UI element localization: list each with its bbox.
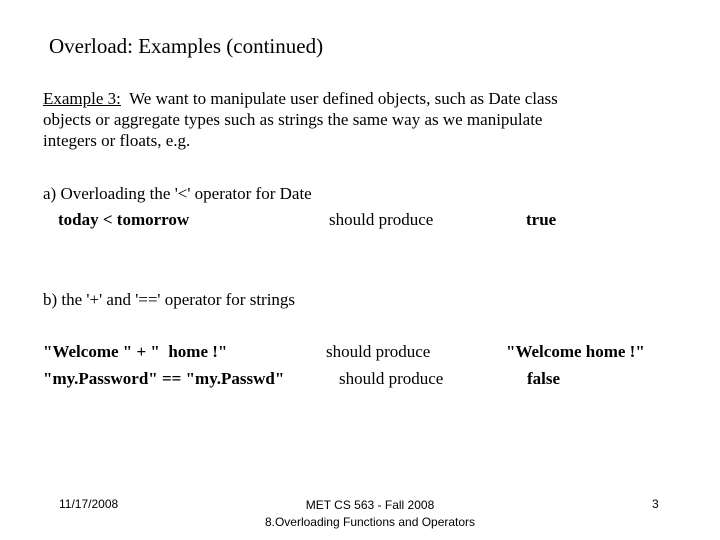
intro-paragraph [43,88,558,151]
section-b-row1-result: "Welcome home !" [506,342,645,361]
section-b-row1-expression: "Welcome " + " home !" [43,342,228,361]
example-label: Example 3: [43,89,121,108]
footer-date: 11/17/2008 [59,497,119,511]
footer-center [230,497,510,531]
section-b-row2-expression: "my.Password" == "my.Passwd" [43,369,285,388]
footer-course: MET CS 563 - Fall 2008 [305,498,435,512]
section-a-result: true [526,210,557,229]
intro-line-2: objects or aggregate types such as strings the same way as we manipulate [43,110,543,129]
footer-page-number: 3 [652,497,659,511]
intro-line-1 [43,88,558,109]
section-a-expression: today < tomorrow [58,210,190,229]
section-b-heading: b) the '+' and '==' operator for strings [43,290,296,309]
section-b-row2-produces: should produce [339,369,444,388]
intro-line-3: integers or floats, e.g. [43,131,191,150]
slide-title: Overload: Examples (continued) [49,34,324,58]
footer-chapter: 8.Overloading Functions and Operators [264,515,476,529]
section-a-produces: should produce [329,210,434,229]
section-b-row1-produces: should produce [326,342,431,361]
section-b-row2-result: false [527,369,561,388]
section-a-heading: a) Overloading the '<' operator for Date [43,184,312,203]
intro-line-1-text: We want to manipulate user defined objects, such as Date class [120,89,558,108]
